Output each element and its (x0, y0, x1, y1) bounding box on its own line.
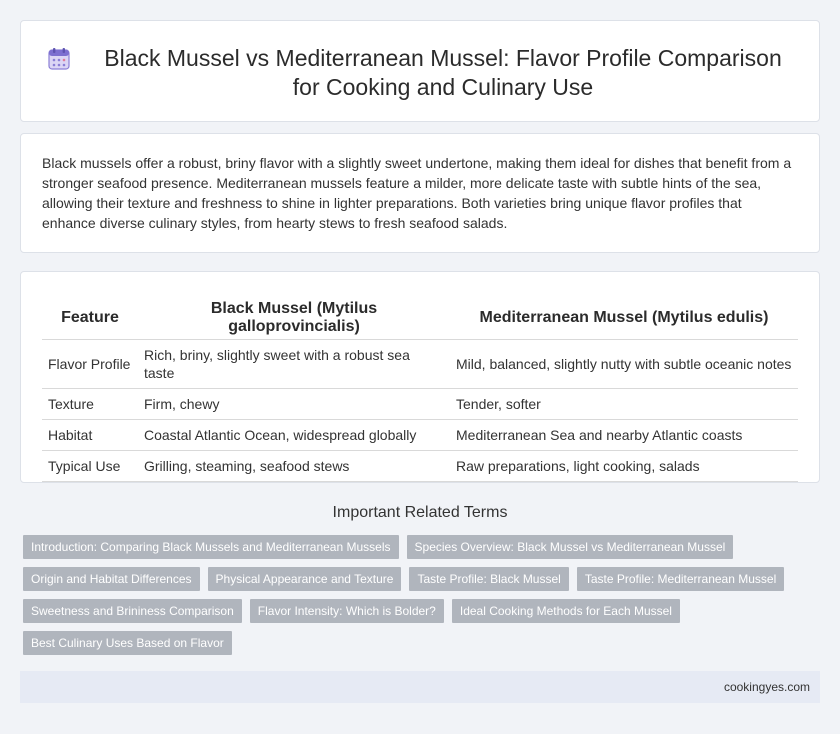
row-feature: Typical Use (42, 451, 138, 482)
related-tag-taste-mediterranean[interactable]: Taste Profile: Mediterranean Mussel (577, 567, 784, 591)
related-terms-title: Important Related Terms (332, 504, 508, 521)
table-header-row (42, 296, 798, 340)
row-black-value: Rich, briny, slightly sweet with a robust sea taste (138, 340, 450, 389)
related-tag-taste-black[interactable]: Taste Profile: Black Mussel (409, 567, 568, 591)
header-mediterranean-mussel: Mediterranean Mussel (Mytilus edulis) (450, 296, 798, 340)
footer (20, 671, 820, 703)
row-feature: Texture (42, 389, 138, 420)
related-tag-introduction[interactable]: Introduction: Comparing Black Mussels and Mediterranean Mussels (23, 535, 399, 559)
row-mediterranean-value: Mediterranean Sea and nearby Atlantic coasts (450, 420, 798, 451)
related-tag-physical-appearance[interactable]: Physical Appearance and Texture (208, 567, 402, 591)
row-mediterranean-value: Raw preparations, light cooking, salads (450, 451, 798, 482)
row-feature: Flavor Profile (42, 340, 138, 389)
comparison-table (42, 296, 798, 482)
table-row (42, 451, 798, 482)
intro-paragraph: Black mussels offer a robust, briny flavor with a slightly sweet undertone, making them ideal for dishes that benefit from a stronger seafood presence. Mediterranean mussels feature a milder, more delicate taste with subtle hints of the sea, allowing their texture and freshness to shine in lighter preparations. Both varieties bring unique flavor profiles that enhance diverse culinary styles, from hearty stews to fresh seafood salads. (42, 155, 792, 231)
header-card (20, 20, 820, 122)
related-terms-list (23, 535, 813, 655)
row-mediterranean-value: Mild, balanced, slightly nutty with subtle oceanic notes (450, 340, 798, 389)
row-black-value: Firm, chewy (138, 389, 450, 420)
page-title: Black Mussel vs Mediterranean Mussel: Flavor Profile Comparison for Cooking and Culinary Use (104, 45, 782, 100)
row-black-value: Coastal Atlantic Ocean, widespread globally (138, 420, 450, 451)
row-black-value: Grilling, steaming, seafood stews (138, 451, 450, 482)
header-black-mussel: Black Mussel (Mytilus galloprovincialis) (138, 296, 450, 340)
table-row (42, 389, 798, 420)
related-tag-origin-habitat[interactable]: Origin and Habitat Differences (23, 567, 200, 591)
intro-card (20, 133, 820, 253)
related-tag-species-overview[interactable]: Species Overview: Black Mussel vs Mediterranean Mussel (407, 535, 734, 559)
row-feature: Habitat (42, 420, 138, 451)
row-mediterranean-value: Tender, softer (450, 389, 798, 420)
header-feature: Feature (42, 296, 138, 340)
comparison-table-card (20, 271, 820, 483)
footer-site-link[interactable]: cookingyes.com (723, 680, 810, 694)
table-row (42, 340, 798, 389)
table-row (42, 420, 798, 451)
related-tag-flavor-intensity[interactable]: Flavor Intensity: Which is Bolder? (250, 599, 444, 623)
related-tag-cooking-methods[interactable]: Ideal Cooking Methods for Each Mussel (452, 599, 680, 623)
related-tag-culinary-uses[interactable]: Best Culinary Uses Based on Flavor (23, 631, 232, 655)
related-tag-sweetness-brininess[interactable]: Sweetness and Brininess Comparison (23, 599, 242, 623)
